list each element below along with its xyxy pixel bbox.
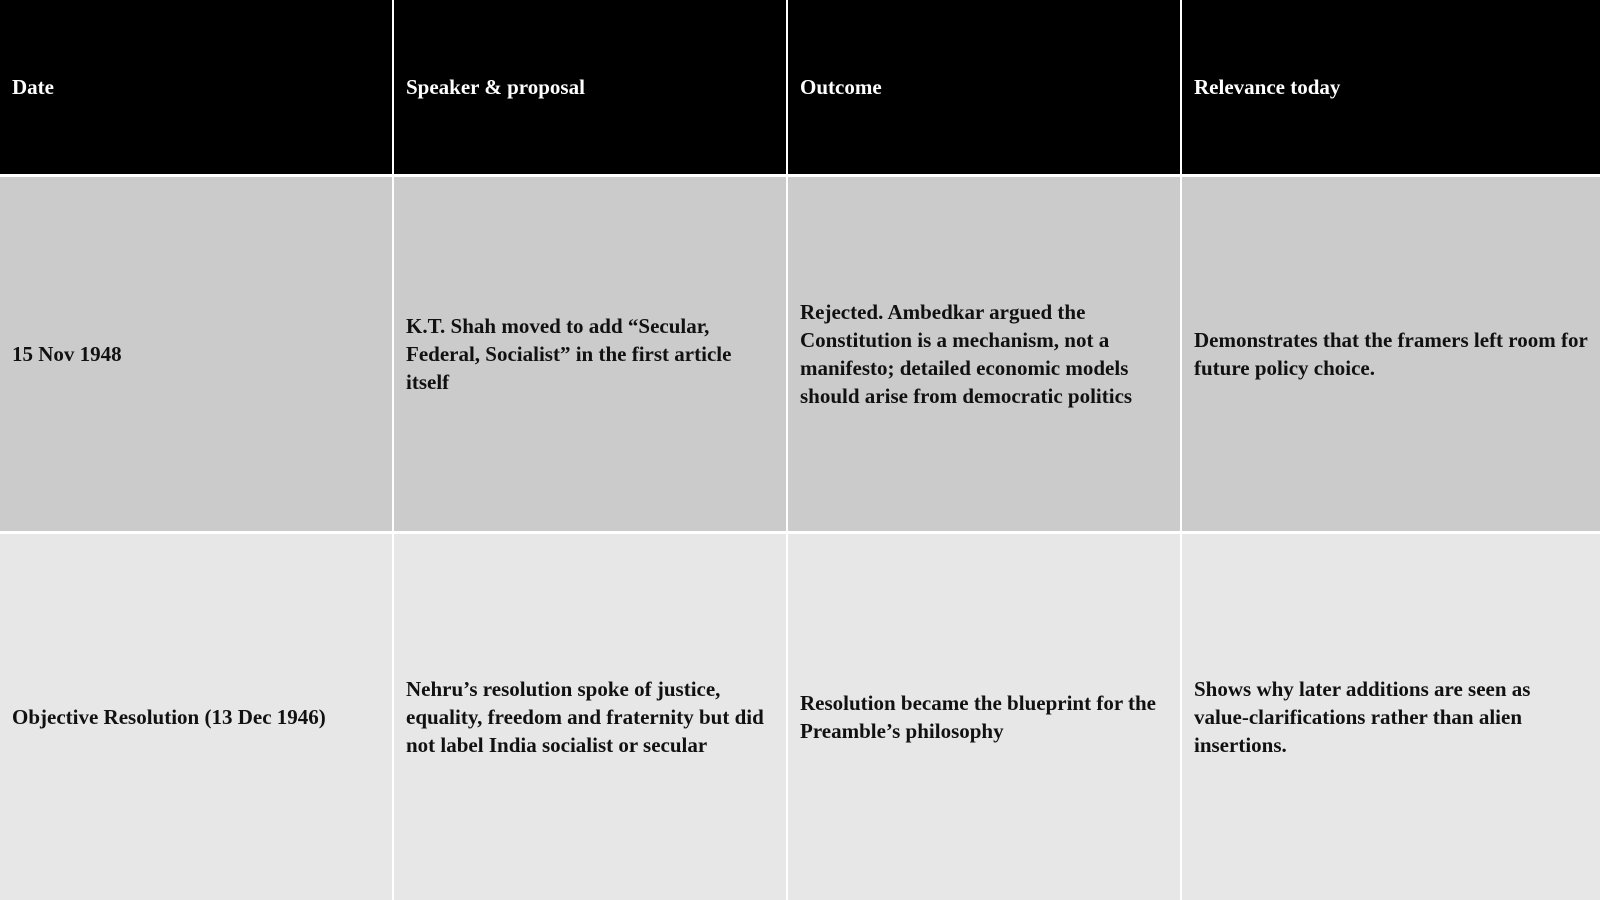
table-row-1-speaker-proposal bbox=[394, 177, 786, 531]
cell-text: Demonstrates that the framers left room for future policy choice. bbox=[1194, 328, 1588, 380]
cell-text: Nehru’s resolution spoke of justice, equality, freedom and fraternity but did not label India socialist or secular bbox=[406, 677, 764, 757]
table-row-2-outcome bbox=[788, 534, 1180, 900]
header-relevance-today bbox=[1182, 0, 1600, 174]
cell-text: K.T. Shah moved to add “Secular, Federal, Socialist” in the first article itself bbox=[406, 314, 732, 394]
header-relevance-today-label: Relevance today bbox=[1194, 75, 1341, 99]
header-speaker-proposal bbox=[394, 0, 786, 174]
cell-text: Objective Resolution (13 Dec 1946) bbox=[12, 705, 326, 729]
table-row-2-date bbox=[0, 534, 392, 900]
cell-text: Resolution became the blueprint for the Preamble’s philosophy bbox=[800, 691, 1157, 743]
header-outcome-label: Outcome bbox=[800, 75, 882, 99]
header-outcome bbox=[788, 0, 1180, 174]
header-date bbox=[0, 0, 392, 174]
table-row-2-speaker-proposal bbox=[394, 534, 786, 900]
table-row-1-outcome bbox=[788, 177, 1180, 531]
header-date-label: Date bbox=[12, 75, 54, 99]
table-row-1-date bbox=[0, 177, 392, 531]
cell-text: 15 Nov 1948 bbox=[12, 342, 122, 366]
cell-text: Shows why later additions are seen as value-clarifications rather than alien insertions. bbox=[1194, 677, 1531, 757]
header-speaker-proposal-label: Speaker & proposal bbox=[406, 75, 585, 99]
cell-text: Rejected. Ambedkar argued the Constitution is a mechanism, not a manifesto; detailed economic models should arise from democratic politics bbox=[800, 300, 1133, 408]
table-row-2-relevance bbox=[1182, 534, 1600, 900]
table-row-1-relevance bbox=[1182, 177, 1600, 531]
